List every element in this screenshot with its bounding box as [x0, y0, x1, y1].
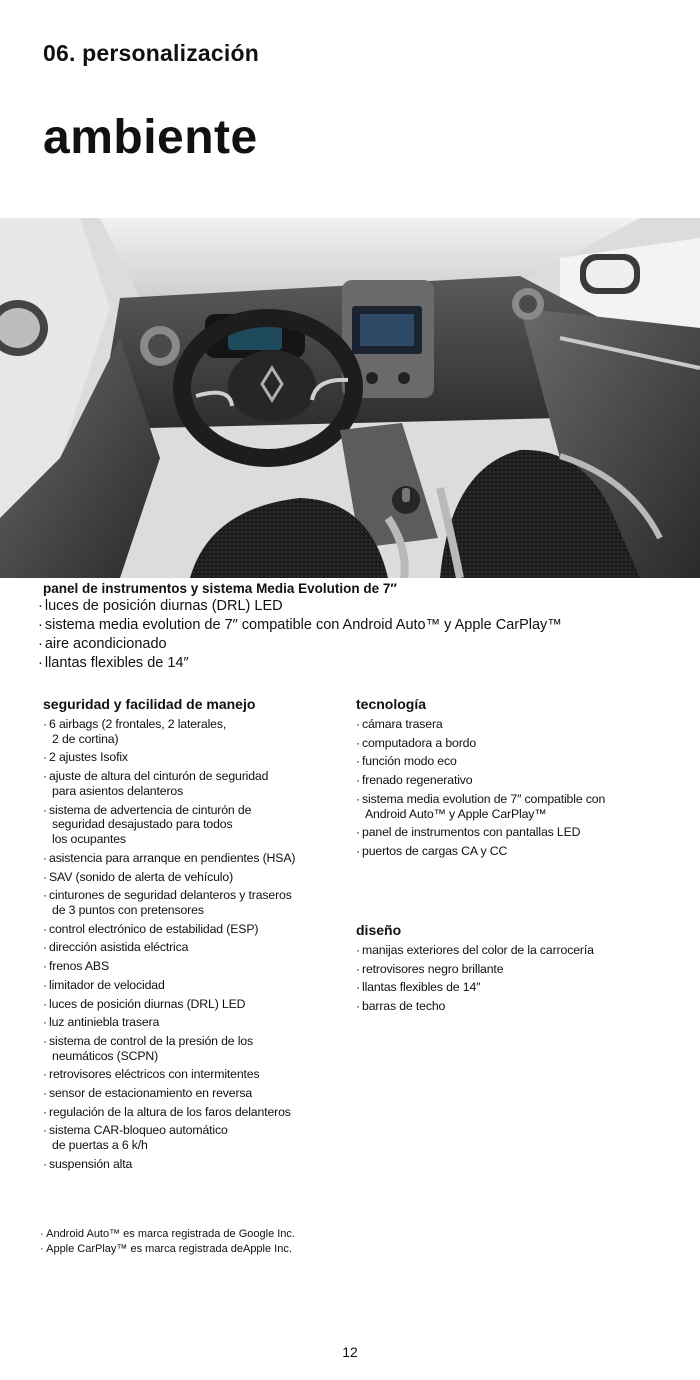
technology-heading: tecnología [356, 696, 427, 712]
interior-photo [0, 218, 700, 578]
list-item: · sistema media evolution de 7″ compatible con Android Auto™ y Apple CarPlay™ [38, 616, 678, 635]
list-item: · cámara trasera [356, 717, 676, 732]
section-label: 06. personalización [43, 40, 259, 66]
list-item: · panel de instrumentos con pantallas LED [356, 825, 676, 840]
list-item: · sistema CAR-bloqueo automático de puertas a 6 k/h [43, 1123, 343, 1153]
safety-heading: seguridad y facilidad de manejo [43, 696, 256, 712]
safety-list [43, 717, 343, 1172]
list-item: · 6 airbags (2 frontales, 2 laterales, 2 de cortina) [43, 717, 343, 747]
list-item: · suspensión alta [43, 1157, 343, 1172]
list-item: · cinturones de seguridad delanteros y traseros de 3 puntos con pretensores [43, 888, 343, 918]
trademark-note: · Android Auto™ es marca registrada de Google Inc. [40, 1228, 295, 1240]
list-item: · frenado regenerativo [356, 773, 676, 788]
list-item: · sistema media evolution de 7″ compatible con Android Auto™ y Apple CarPlay™ [356, 792, 676, 822]
list-item: · sistema de advertencia de cinturón de seguridad desajustado para todos los ocupantes [43, 803, 343, 847]
list-item: · puertos de cargas CA y CC [356, 844, 676, 859]
list-item: · luces de posición diurnas (DRL) LED [43, 997, 343, 1012]
list-item: · regulación de la altura de los faros delanteros [43, 1105, 343, 1120]
list-item: · limitador de velocidad [43, 978, 343, 993]
safety-column [43, 694, 343, 1176]
highlight-heading: panel de instrumentos y sistema Media Evolution de 7″ [43, 581, 397, 596]
technology-list [356, 717, 676, 859]
technology-column [356, 694, 676, 863]
list-item: · computadora a bordo [356, 736, 676, 751]
list-item: · retrovisores negro brillante [356, 962, 676, 977]
list-item: · 2 ajustes Isofix [43, 750, 343, 765]
list-item: · retrovisores eléctricos con intermitentes [43, 1067, 343, 1082]
list-item: · control electrónico de estabilidad (ESP) [43, 922, 343, 937]
list-item: · llantas flexibles de 14″ [356, 980, 676, 995]
list-item: · dirección asistida eléctrica [43, 940, 343, 955]
list-item: · llantas flexibles de 14″ [38, 654, 678, 673]
list-item: · luces de posición diurnas (DRL) LED [38, 597, 678, 616]
list-item: · sistema de control de la presión de los neumáticos (SCPN) [43, 1034, 343, 1064]
page-number: 12 [342, 1344, 358, 1360]
page-title: ambiente [43, 111, 258, 164]
list-item: · frenos ABS [43, 959, 343, 974]
trademark-note: · Apple CarPlay™ es marca registrada deApple Inc. [40, 1243, 292, 1255]
list-item: · ajuste de altura del cinturón de seguridad para asientos delanteros [43, 769, 343, 799]
design-list [356, 943, 676, 1014]
list-item: · sensor de estacionamiento en reversa [43, 1086, 343, 1101]
list-item: · SAV (sonido de alerta de vehículo) [43, 870, 343, 885]
list-item: · función modo eco [356, 754, 676, 769]
trademark-notes [40, 1227, 295, 1257]
list-item: · aire acondicionado [38, 635, 678, 654]
list-item: · asistencia para arranque en pendientes (HSA) [43, 851, 343, 866]
list-item: · barras de techo [356, 999, 676, 1014]
list-item: · manijas exteriores del color de la carrocería [356, 943, 676, 958]
design-column [356, 920, 676, 1018]
list-item: · luz antiniebla trasera [43, 1015, 343, 1030]
highlight-features [38, 580, 678, 673]
highlight-list [38, 597, 678, 673]
design-heading: diseño [356, 922, 402, 938]
